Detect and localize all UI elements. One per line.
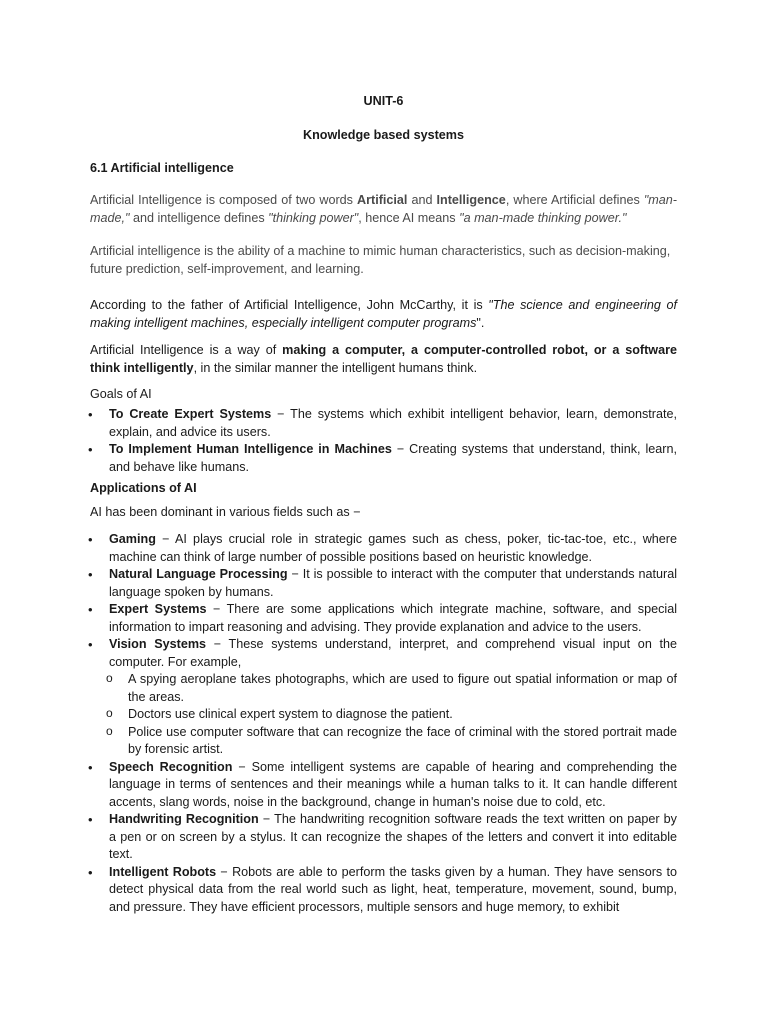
application-text: − The handwriting recognition software reads the text written on paper by a pen or on screen by a stylus. It can recognize the shapes of the letters and convert it into editable text.: [109, 812, 677, 861]
p1-italic-thinking-power: "thinking power": [268, 210, 359, 225]
p1-bold-artificial: Artificial: [357, 193, 408, 207]
p4-text-1: Artificial Intelligence is a way of: [90, 343, 283, 357]
p4-text-2: , in the similar manner the intelligent humans think.: [193, 360, 478, 375]
application-text: − Robots are able to perform the tasks given by a human. They have sensors to detect physical data from the real world such as light, heat, temperature, movement, sound, bump, and pressure. They have efficient processors, multiple sensors and huge memory, to exhibit: [109, 864, 677, 914]
application-item: [90, 811, 677, 864]
goal-item: [90, 406, 677, 441]
application-text: − AI plays crucial role in strategic games such as chess, poker, tic-tac-toe, etc., where machine can think of large number of possible positions based on heuristic knowledge.: [109, 532, 677, 564]
vision-example-item: o Police use computer software that can recognize the face of criminal with the stored portrait made by forensic artist.: [109, 724, 677, 759]
paragraph-mccarthy: [90, 297, 677, 332]
application-text: − It is possible to interact with the computer that understands natural language spoken by humans.: [109, 567, 677, 599]
application-item: [90, 759, 677, 812]
application-item: [90, 531, 677, 566]
p1-text-4: and intelligence defines: [129, 210, 269, 225]
section-heading: 6.1 Artificial intelligence: [90, 161, 234, 175]
application-text: − Some intelligent systems are capable of hearing and comprehending the language in terms of sentences and their meanings while a human talks to it. It can handle different accents, slang words, noise in the background, change in human's noise due to cold, etc.: [109, 759, 677, 809]
application-item: [90, 864, 677, 917]
p1-italic-man-made: "man-made,": [90, 193, 677, 225]
application-term: Gaming: [109, 532, 156, 546]
p1-text-3: , where Artificial defines: [505, 193, 644, 207]
p1-text-2: and: [407, 193, 437, 207]
application-item: [90, 601, 677, 636]
goal-item: [90, 441, 677, 476]
p1-italic-ai-meaning: "a man-made thinking power.": [459, 210, 627, 225]
application-item: [90, 636, 677, 759]
application-term: Speech Recognition: [109, 759, 233, 774]
application-text: − There are some applications which integrate machine, software, and special information to impart reasoning and advising. They provide explanation and advice to the users.: [109, 602, 677, 634]
goal-term: To Implement Human Intelligence in Machines: [109, 442, 392, 456]
vision-examples-list: [109, 671, 677, 759]
p3-text-1: According to the father of Artificial Intelligence, John McCarthy, it is: [90, 298, 489, 312]
application-term: Expert Systems: [109, 602, 207, 616]
paragraph-definition: [90, 192, 677, 227]
p3-text-2: ".: [476, 315, 485, 330]
application-term: Handwriting Recognition: [109, 812, 259, 826]
vision-example-item: o Doctors use clinical expert system to diagnose the patient.: [109, 706, 677, 724]
p3-italic-quote: "The science and engineering of making intelligent machines, especially intelligent computer programs: [90, 298, 677, 330]
document-title: Knowledge based systems: [303, 128, 464, 142]
p4-bold: making a computer, a computer-controlled robot, or a software think intelligently: [90, 343, 677, 375]
applications-intro: AI has been dominant in various fields such as −: [90, 505, 361, 519]
paragraph-way: [90, 342, 677, 377]
goals-list: [90, 406, 677, 476]
p1-text-5: , hence AI means: [358, 210, 460, 225]
p1-text-1: Artificial Intelligence is composed of two words: [90, 193, 358, 207]
applications-list: [90, 531, 677, 916]
paragraph-ability: Artificial intelligence is the ability of a machine to mimic human characteristics, such as decision-making, future prediction, self-improvement, and learning.: [90, 244, 671, 276]
p1-bold-intelligence: Intelligence: [436, 193, 506, 207]
application-item: [90, 566, 677, 601]
goal-text: − The systems which exhibit intelligent behavior, learn, demonstrate, explain, and advice its users.: [109, 407, 677, 439]
goal-text: − Creating systems that understand, think, learn, and behave like humans.: [109, 442, 677, 474]
goals-heading: Goals of AI: [90, 387, 152, 401]
goal-term: To Create Expert Systems: [109, 407, 272, 421]
application-text: − These systems understand, interpret, and comprehend visual input on the computer. For example,: [109, 637, 677, 669]
unit-title: UNIT-6: [363, 94, 404, 108]
application-term: Vision Systems: [109, 637, 207, 651]
application-term: Natural Language Processing: [109, 567, 288, 581]
vision-example-item: o A spying aeroplane takes photographs, which are used to figure out spatial information or map of the areas.: [109, 671, 677, 706]
application-term: Intelligent Robots: [109, 864, 217, 879]
applications-heading: Applications of AI: [90, 481, 197, 495]
